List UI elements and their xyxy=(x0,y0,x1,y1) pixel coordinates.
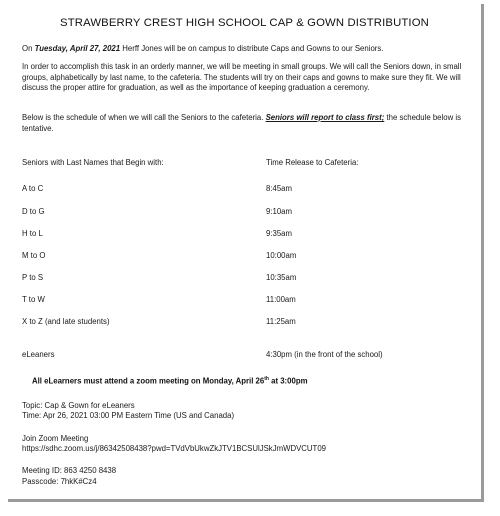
table-row-group: M to O xyxy=(22,251,46,260)
table-row-time: 8:45am xyxy=(266,184,293,193)
process-paragraph: In order to accomplish this task in an orderly manner, we will be meeting in small groups. We will call the Seniors down, in small groups, alphabetically by last name, to the cafeteria. The students will try on their caps and gowns to make sure they fit. We will discuss the proper attire for graduation, as well as the importance of keeping graduation a ceremony. xyxy=(22,62,462,93)
table-row-group: D to G xyxy=(22,207,45,216)
table-row-time: 11:25am xyxy=(266,317,296,326)
table-row-time: 9:35am xyxy=(266,229,293,238)
schedule-intro-paragraph xyxy=(22,113,474,134)
table-row-time: 10:35am xyxy=(266,273,297,282)
zoom-passcode: Passcode: 7hkK#Cz4 xyxy=(22,477,97,486)
intro-paragraph xyxy=(22,44,474,55)
schedule-intro-suffix: the schedule below is tentative. xyxy=(22,113,462,133)
page-title: STRAWBERRY CREST HIGH SCHOOL CAP & GOWN DISTRIBUTION xyxy=(60,17,429,29)
table-row-time: 9:10am xyxy=(266,207,293,216)
table-row-time: 4:30pm (in the front of the school) xyxy=(266,350,383,359)
schedule-intro-emphasis: Seniors will report to class first; xyxy=(265,113,385,122)
notice-suffix: at 3:00pm xyxy=(268,376,308,386)
elearner-notice xyxy=(32,376,308,386)
table-row-time: 10:00am xyxy=(266,251,297,260)
table-row-group: T to W xyxy=(22,295,45,304)
table-row-group: A to C xyxy=(22,184,44,193)
zoom-meeting-id: Meeting ID: 863 4250 8438 xyxy=(22,466,117,475)
intro-prefix: On xyxy=(22,44,35,53)
intro-date: Tuesday, April 27, 2021 xyxy=(34,44,121,53)
zoom-time: Time: Apr 26, 2021 03:00 PM Eastern Time (US and Canada) xyxy=(22,411,235,420)
zoom-link[interactable]: https://sdhc.zoom.us/j/86342508438?pwd=TVdVbUkwZkJTV1BCSUlJSkJmWDVCUT09 xyxy=(22,444,326,453)
notice-prefix: All eLearners must attend a zoom meeting on Monday, April 26 xyxy=(32,376,265,386)
table-row-group: X to Z (and late students) xyxy=(22,317,110,326)
table-row-time: 11:00am xyxy=(266,295,296,304)
table-row-group: H to L xyxy=(22,229,43,238)
zoom-topic: Topic: Cap & Gown for eLeaners xyxy=(22,401,135,410)
notice-superscript: th xyxy=(264,376,269,382)
table-header-times: Time Release to Cafeteria: xyxy=(266,158,359,167)
table-header-groups: Seniors with Last Names that Begin with: xyxy=(22,158,164,167)
table-row-group: P to S xyxy=(22,273,44,282)
table-row-group: eLeaners xyxy=(22,350,55,359)
schedule-intro-prefix: Below is the schedule of when we will call the Seniors to the cafeteria. xyxy=(22,113,266,122)
document-page xyxy=(8,4,484,502)
intro-suffix: Herff Jones will be on campus to distribute Caps and Gowns to our Seniors. xyxy=(120,44,384,53)
zoom-join-label: Join Zoom Meeting xyxy=(22,434,89,443)
